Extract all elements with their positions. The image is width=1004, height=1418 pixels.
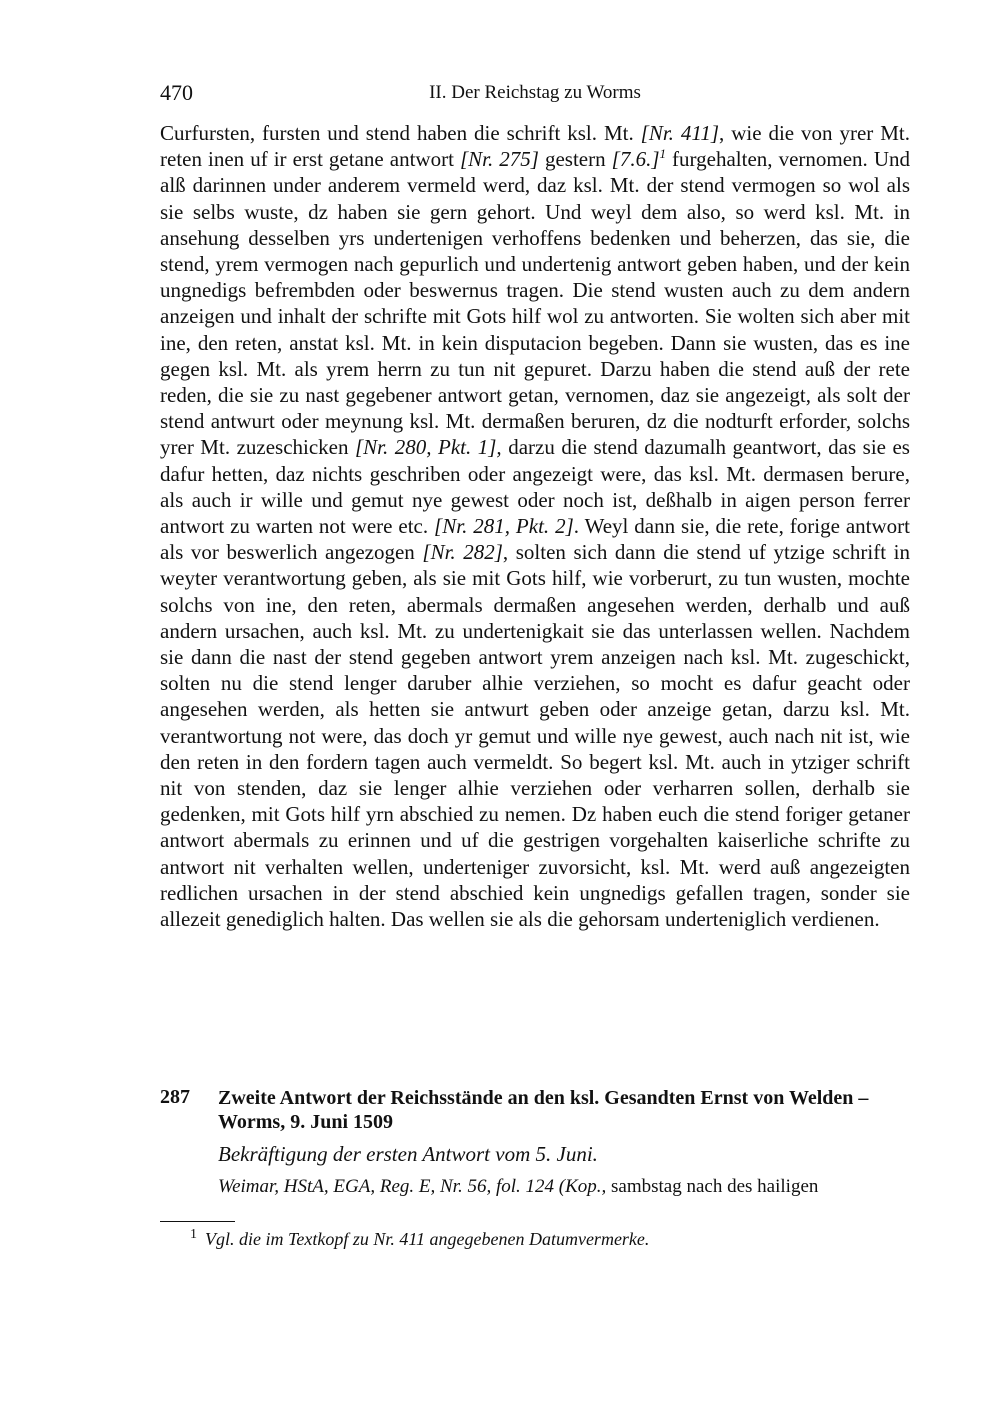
cross-reference: [Nr. 411] (640, 121, 719, 145)
body-text-segment: Curfursten, fursten und stend haben die schrift ksl. Mt. (160, 121, 641, 145)
cross-reference: [Nr. 281, Pkt. 2] (434, 514, 574, 539)
document-number: 287 (160, 1086, 190, 1108)
running-head: II. Der Reichstag zu Worms (429, 82, 641, 103)
cross-reference: [Nr. 280, Pkt. 1], (355, 435, 502, 460)
body-text-segment: . Weyl dann sie, die rete, forige antwort als vor beswerlich angezogen (160, 514, 910, 565)
document-source (218, 1176, 910, 1198)
body-text-segment: , solten sich dann die stend uf ytzige schrift in weyter verantwortung geben, als sie mit Gots hilf, wie vorberurt, zu tun wusten, mochte solchs von ine, den reten, abermals dermaßen angesehen werden, derhalb und auß andern ursachen, auch ksl. Mt. zu undertenigkait sie das unterlassen wellen. Nachdem sie dann die nast der stend gegeben antwort yrem anzeigen nach ksl. Mt. zugeschickt, solten nu die stend lenger daruber alhie verziehen, so mocht es dafur geacht oder angesehen werden, als hetten sie antwurt geben oder anzeige getan, darzu ksl. Mt. verantwortung not were, das doch yr gemut und wille nye gewest, auch nach nit ist, wie den reten in den fordern tagen auch vermeldt. So begert ksl. Mt. auch in ytziger schrift nit von stenden, daz sie lenger alhie verziehen oder verharren sollen, derhalb sie gedenken, mit Gots hilf yrn abschied zu nemen. Dz haben euch die stend foriger getaner antwort abermals zu erinnen und uf die gestrigen vorgehalten kaiserliche schrifte zu antwort nit verhalten wellen, underteniger zuvorsicht, ksl. Mt. werd auß angezeigten redlichen ursachen in der stend abschied kein ungnedigs gefallen tragen, sonder sie allezeit genediglich halten. Das wellen sie als die gehorsam underteniglich verdienen. (160, 540, 910, 932)
footnote-reference: 1 (659, 146, 667, 162)
footnote (190, 1227, 649, 1250)
footnote-text: Vgl. die im Textkopf zu Nr. 411 angegebenen Datumvermerke. (205, 1229, 650, 1249)
footnote-divider (160, 1221, 235, 1222)
footnote-mark: 1 (190, 1227, 197, 1242)
date-reference: [7.6.] (611, 147, 660, 172)
body-text-segment: gestern (538, 147, 612, 172)
document-summary: Bekräftigung der ersten Antwort vom 5. Juni. (218, 1142, 598, 1166)
document-heading: Zweite Antwort der Reichsstände an den ksl. Gesandten Ernst von Welden – Worms, 9. Juni 1509 (218, 1087, 869, 1133)
body-text-segment: , wie die von yrer Mt. reten inen uf ir erst getane antwort (160, 121, 911, 172)
source-date-text: sambstag nach des hailigen (606, 1176, 819, 1197)
cross-reference: [Nr. 275] (459, 147, 539, 172)
body-text-segment: darzu die stend dazumalh geantwort, das sie es dafur hetten, daz nichts geschriben oder angezeigt were, das ksl. Mt. dermasen berure, als auch ir wille und gemut nye gewest oder noch ist, deßhalb in aigen person ferrer antwort zu warten not were etc. (160, 435, 910, 539)
body-paragraph (160, 120, 910, 932)
source-archive-reference: Weimar, HStA, EGA, Reg. E, Nr. 56, fol. 124 (Kop., (218, 1176, 607, 1197)
cross-reference: [Nr. 282] (422, 540, 503, 565)
page-number: 470 (160, 80, 193, 105)
body-text-segment: furgehalten, vernomen. Und alß darinnen under anderem vermeld werd, daz ksl. Mt. der stend vermogen so wol als sie selbs wuste, dz haben sie gern gehort. Und weyl dem also, so werd ksl. Mt. in ansehung desselben yrs undertenigen verhoffens bedenken und beherzen, das sie, die stend, yrem vermogen nach gepurlich und undertenig antwort geben haben, und der kein ungnedigs befrembden oder beswernus tragen. Die stend wusten auch zu dem andern anzeigen und inhalt der schrifte mit Gots hilf wol zu antworten. Sie wolten sich aber mit ine, den reten, anstat ksl. Mt. in kein disputacion begeben. Dann sie wusten, das es ine gegen ksl. Mt. als yrem herrn zu tun nit gepuret. Darzu haben die stend auß der rete reden, die sie zu nast gegebener antwort getan, vernomen, daz sie angezeigt, als solt der stend antwurt oder meynung ksl. Mt. dermaßen beruren, dz die nodturft erforder, solchs yrer Mt. zuzeschicken (160, 147, 910, 460)
